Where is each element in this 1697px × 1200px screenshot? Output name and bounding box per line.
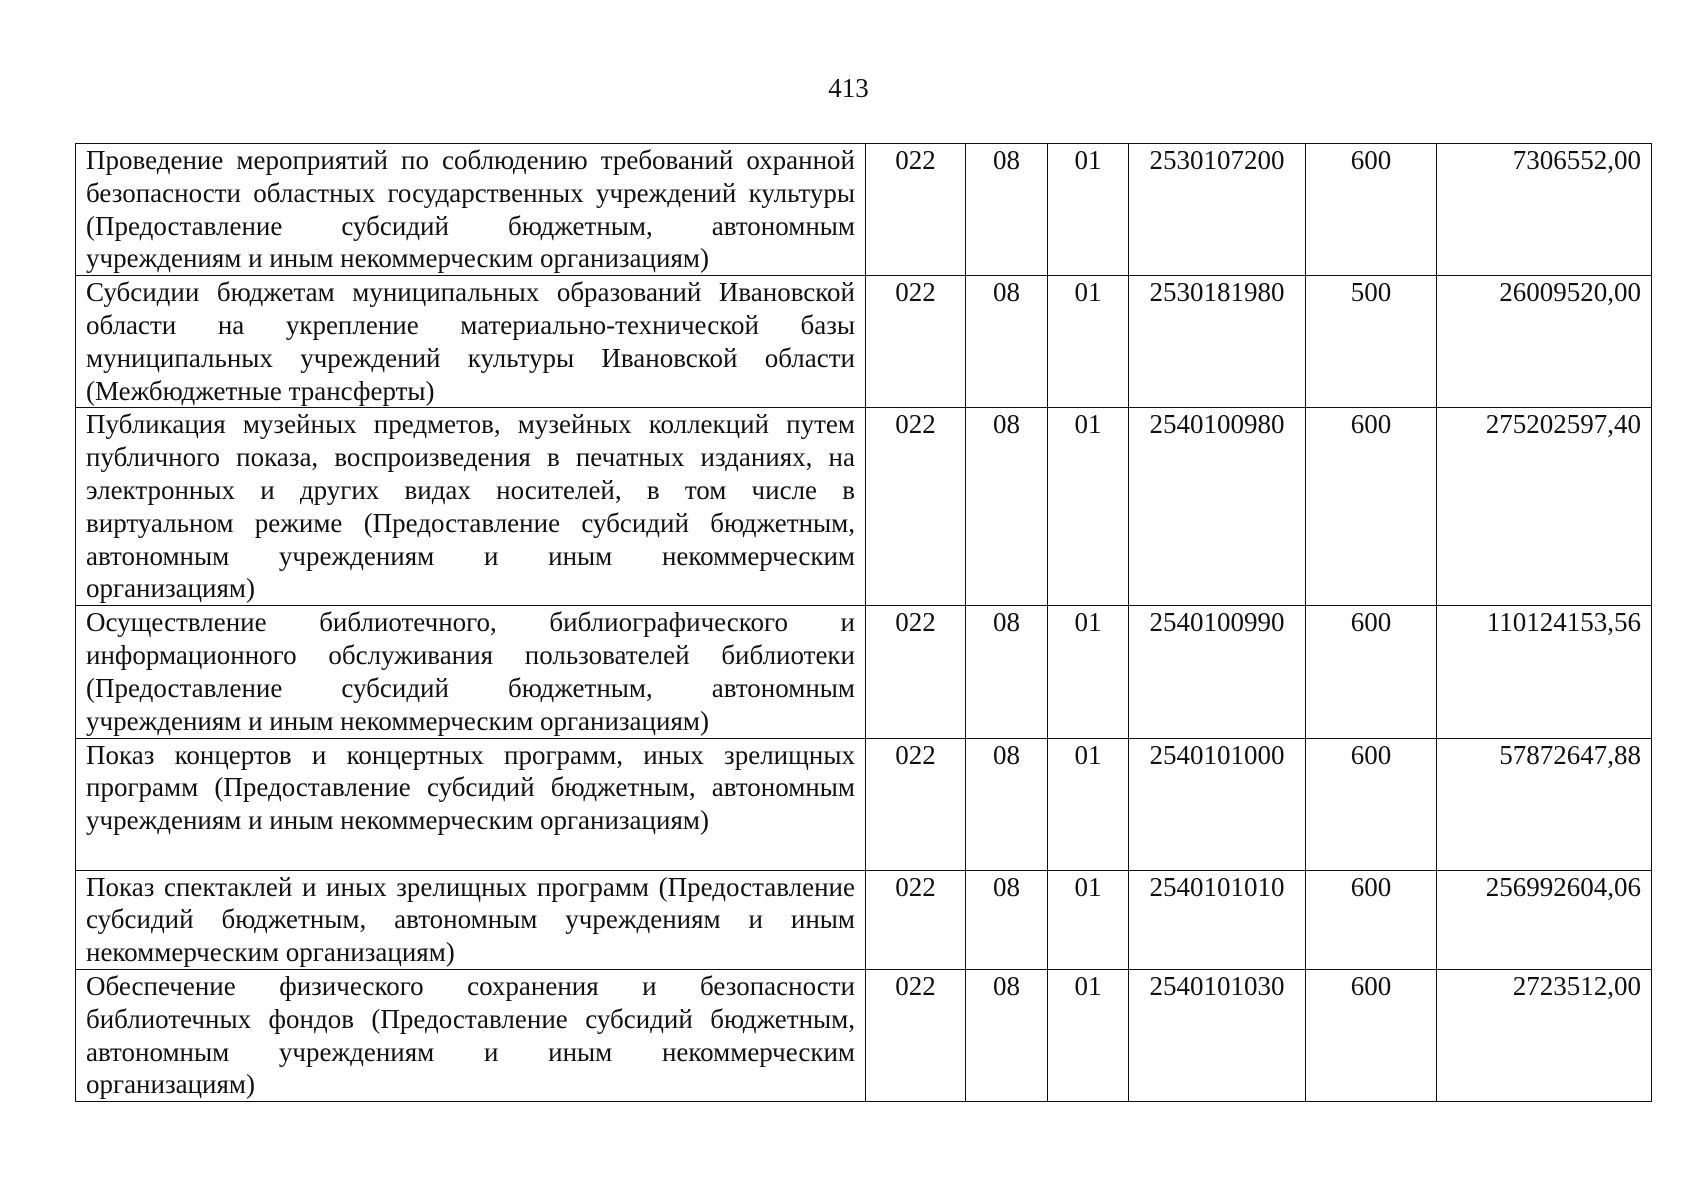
- expense-description: Субсидии бюджетам муниципальных образований Ивановской области на укрепление материально-технической базы муниципальных учреждений культуры Ивановской области (Межбюджетные трансферты): [76, 276, 866, 408]
- expense-description: Показ спектаклей и иных зрелищных программ (Предоставление субсидий бюджетным, автономным учреждениям и иным некоммерческим организациям): [76, 870, 866, 969]
- ministry-code: 022: [866, 606, 966, 738]
- section-code: 08: [966, 408, 1048, 606]
- ministry-code: 022: [866, 870, 966, 969]
- subsection-code: 01: [1048, 276, 1129, 408]
- target-article-code: 2530181980: [1129, 276, 1306, 408]
- amount-value: 2723512,00: [1437, 969, 1652, 1101]
- subsection-code: 01: [1048, 144, 1129, 276]
- target-article-code: 2540101000: [1129, 738, 1306, 870]
- table-row: [76, 276, 1652, 408]
- expense-description: Публикация музейных предметов, музейных коллекций путем публичного показа, воспроизведения в печатных изданиях, на электронных и других видах носителей, в том числе в виртуальном режиме (Предоставление субсидий бюджетным, автономным учреждениям и иным некоммерческим организациям): [76, 408, 866, 606]
- expense-type-code: 600: [1306, 606, 1437, 738]
- expense-type-code: 600: [1306, 144, 1437, 276]
- expense-type-code: 600: [1306, 969, 1437, 1101]
- expense-description: Показ концертов и концертных программ, иных зрелищных программ (Предоставление субсидий бюджетным, автономным учреждениям и иным некоммерческим организациям): [76, 738, 866, 870]
- expense-type-code: 600: [1306, 870, 1437, 969]
- amount-value: 7306552,00: [1437, 144, 1652, 276]
- table-row: [76, 144, 1652, 276]
- target-article-code: 2530107200: [1129, 144, 1306, 276]
- subsection-code: 01: [1048, 606, 1129, 738]
- subsection-code: 01: [1048, 870, 1129, 969]
- table-row: [76, 408, 1652, 606]
- budget-table: [75, 143, 1652, 1102]
- ministry-code: 022: [866, 408, 966, 606]
- subsection-code: 01: [1048, 408, 1129, 606]
- ministry-code: 022: [866, 738, 966, 870]
- target-article-code: 2540100990: [1129, 606, 1306, 738]
- amount-value: 110124153,56: [1437, 606, 1652, 738]
- ministry-code: 022: [866, 969, 966, 1101]
- table-row: [76, 870, 1652, 969]
- expense-type-code: 500: [1306, 276, 1437, 408]
- expense-description: Обеспечение физического сохранения и безопасности библиотечных фондов (Предоставление субсидий бюджетным, автономным учреждениям и иным некоммерческим организациям): [76, 969, 866, 1101]
- expense-type-code: 600: [1306, 738, 1437, 870]
- target-article-code: 2540101030: [1129, 969, 1306, 1101]
- expense-description: Проведение мероприятий по соблюдению требований охранной безопасности областных государственных учреждений культуры (Предоставление субсидий бюджетным, автономным учреждениям и иным некоммерческим организациям): [76, 144, 866, 276]
- amount-value: 57872647,88: [1437, 738, 1652, 870]
- target-article-code: 2540100980: [1129, 408, 1306, 606]
- expense-description: Осуществление библиотечного, библиографического и информационного обслуживания пользователей библиотеки (Предоставление субсидий бюджетным, автономным учреждениям и иным некоммерческим организациям): [76, 606, 866, 738]
- table-row: [76, 969, 1652, 1101]
- amount-value: 275202597,40: [1437, 408, 1652, 606]
- target-article-code: 2540101010: [1129, 870, 1306, 969]
- section-code: 08: [966, 144, 1048, 276]
- section-code: 08: [966, 969, 1048, 1101]
- section-code: 08: [966, 276, 1048, 408]
- ministry-code: 022: [866, 276, 966, 408]
- amount-value: 26009520,00: [1437, 276, 1652, 408]
- page-number: 413: [828, 73, 869, 103]
- section-code: 08: [966, 738, 1048, 870]
- table-row: [76, 606, 1652, 738]
- subsection-code: 01: [1048, 969, 1129, 1101]
- amount-value: 256992604,06: [1437, 870, 1652, 969]
- ministry-code: 022: [866, 144, 966, 276]
- subsection-code: 01: [1048, 738, 1129, 870]
- section-code: 08: [966, 606, 1048, 738]
- table-row: [76, 738, 1652, 870]
- section-code: 08: [966, 870, 1048, 969]
- expense-type-code: 600: [1306, 408, 1437, 606]
